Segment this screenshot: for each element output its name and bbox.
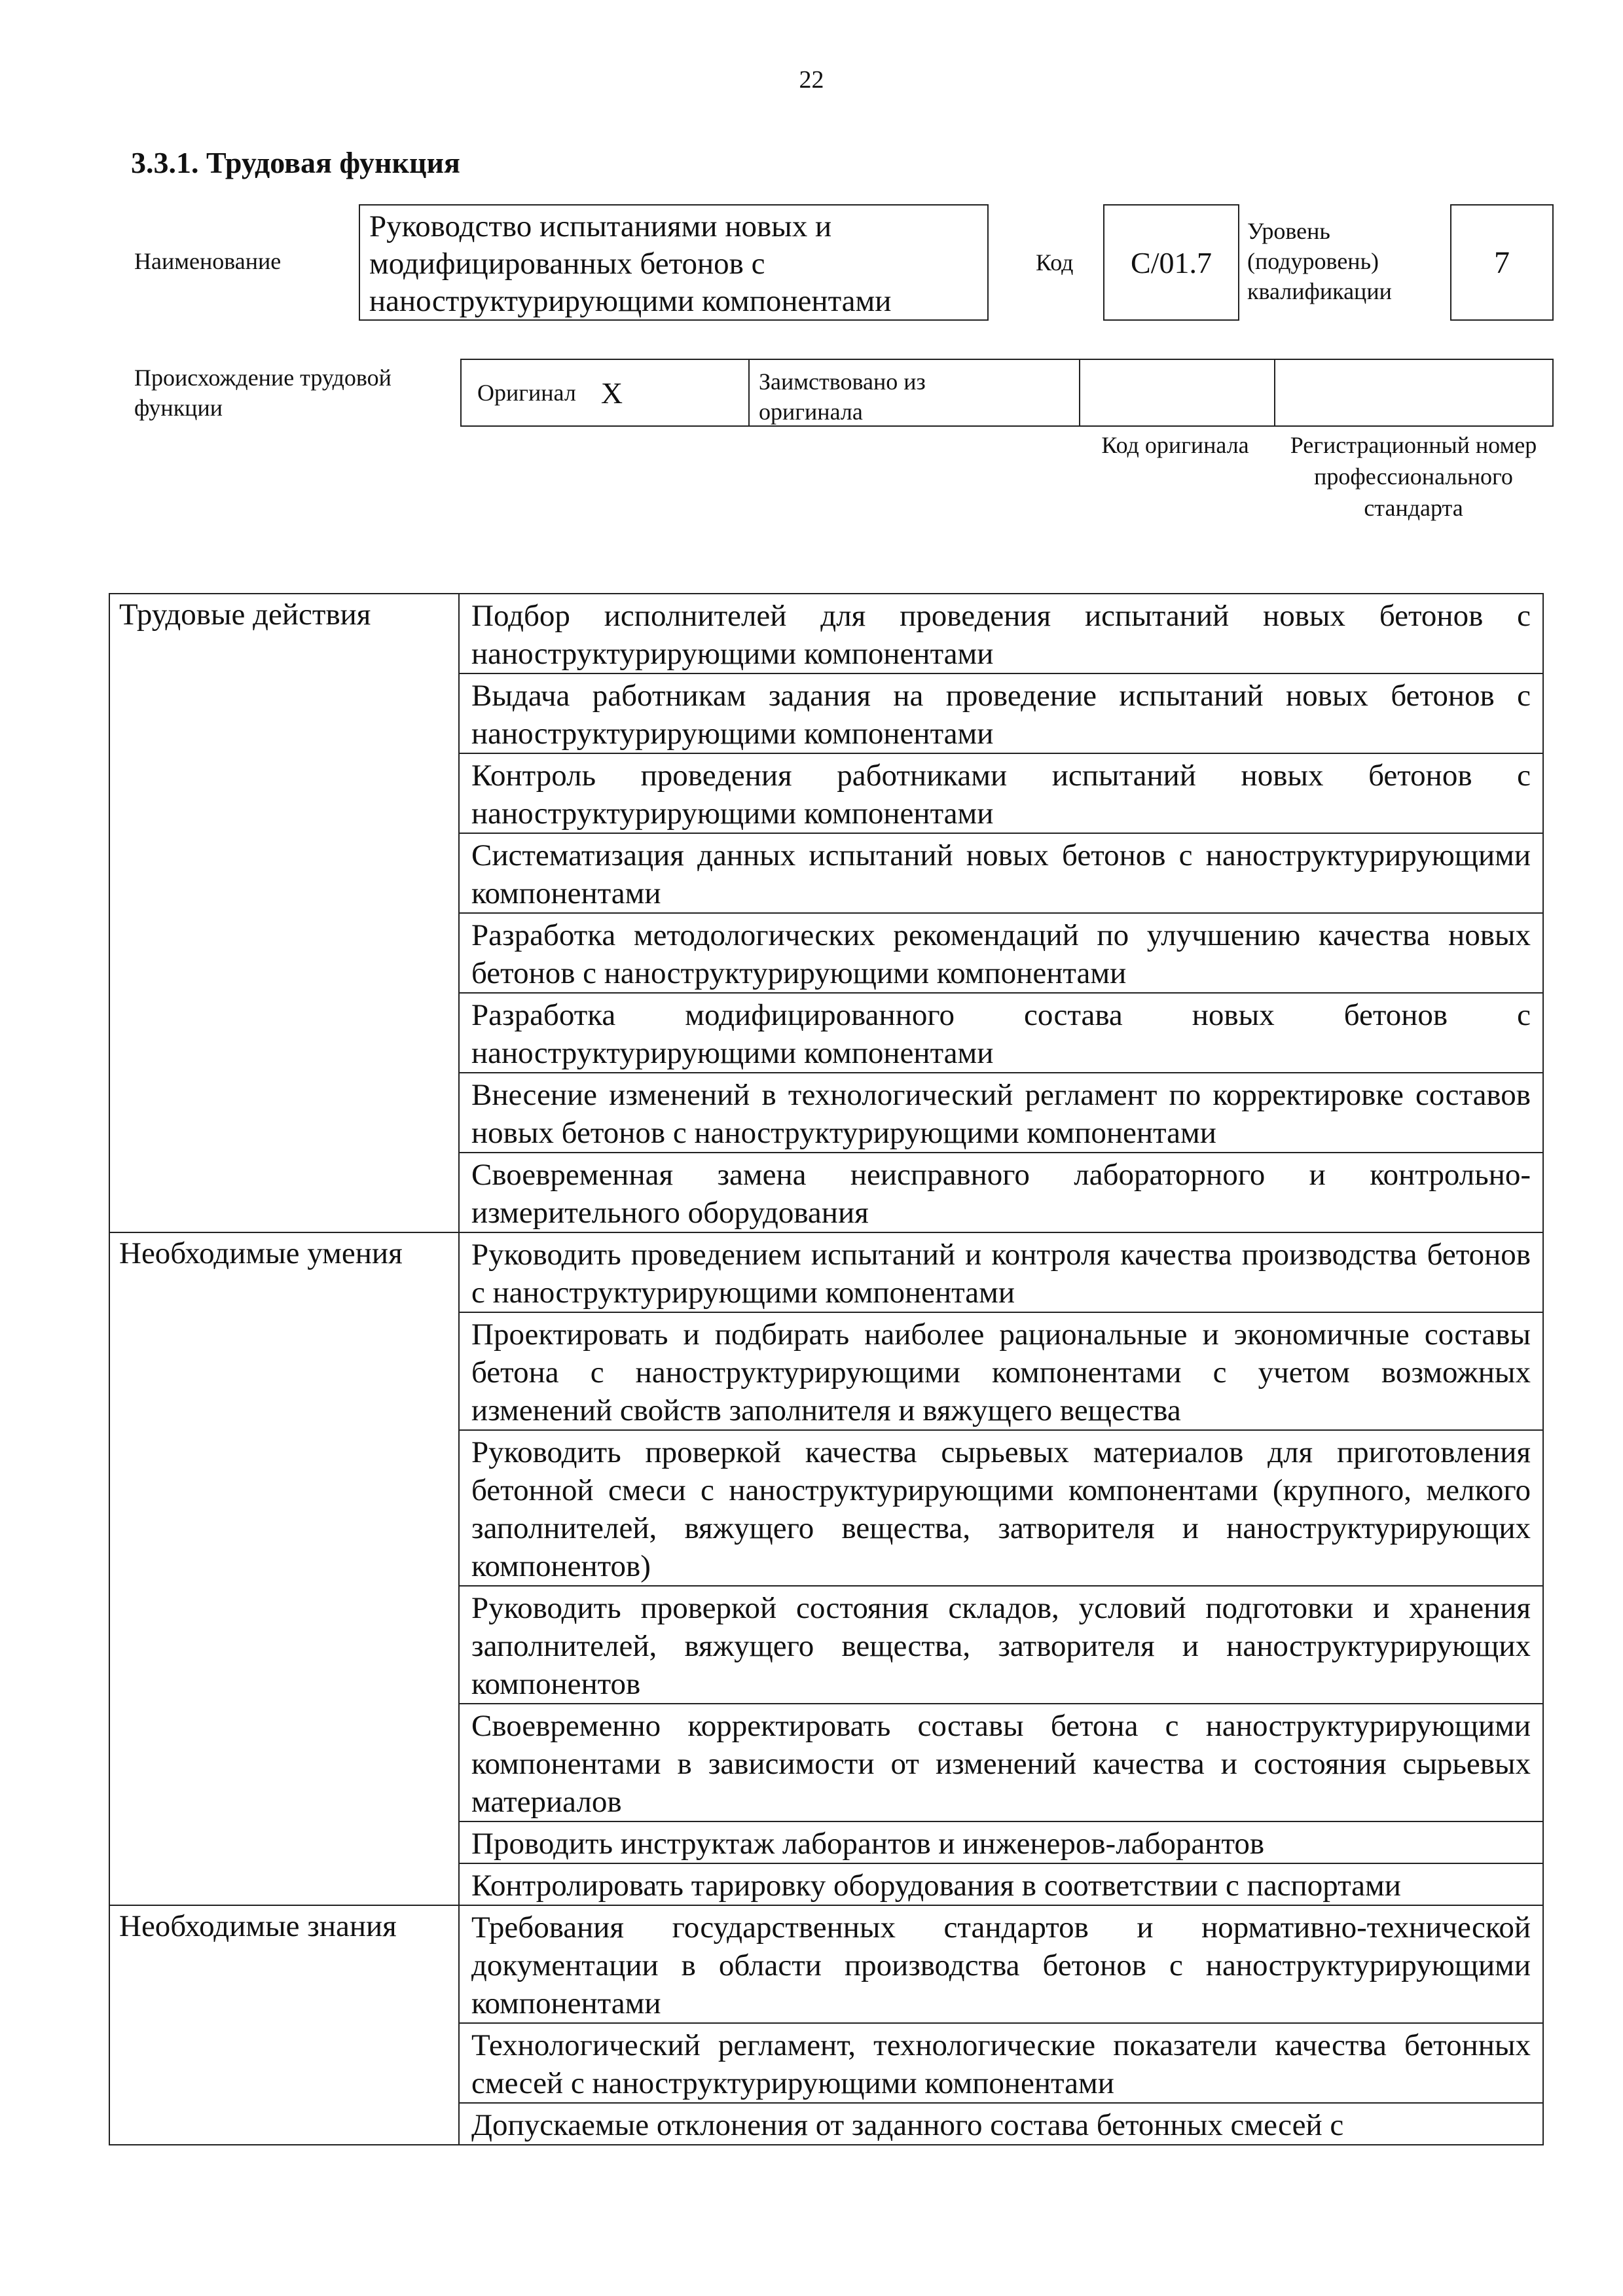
qualification-level-box: 7 [1450,204,1554,321]
table-item-cell: Разработка модифицированного состава новых бетонов с наноструктурирующими компонентами [459,993,1543,1073]
table-item-cell: Требования государственных стандартов и нормативно-технической документации в области производства бетонов с наноструктурирующими компонентами [459,1905,1543,2023]
origin-label: Происхождение трудовой функции [134,365,392,421]
section-title-cell: Необходимые знания [109,1905,459,2145]
table-row [109,1905,1543,2023]
function-name-box: Руководство испытаниями новых и модифицированных бетонов с наноструктурирующими компонентами [359,204,989,321]
table-item-cell: Проектировать и подбирать наиболее рациональные и экономичные составы бетона с наноструктурирующими компонентами с учетом возможных изменений свойств заполнителя и вяжущего вещества [459,1312,1543,1430]
table-item-cell: Проводить инструктаж лаборантов и инженеров-лаборантов [459,1821,1543,1863]
section-heading [131,145,460,180]
table-item-cell: Контролировать тарировку оборудования в соответствии с паспортами [459,1863,1543,1905]
name-label: Наименование [134,248,282,274]
table-item-cell: Своевременно корректировать составы бетона с наноструктурирующими компонентами в зависимости от изменений качества и состояния сырьевых материалов [459,1704,1543,1821]
labor-function-table [109,593,1544,2145]
table-item-cell: Своевременная замена неисправного лабораторного и контрольно-измерительного оборудования [459,1153,1543,1232]
code-label: Код [1036,249,1074,276]
section-title-cell: Трудовые действия [109,594,459,1232]
origin-table [460,359,1554,427]
origin-borrowed-cell [750,360,1080,425]
borrowed-label: Заимствовано из оригинала [759,368,926,425]
table-item-cell: Руководить проверкой качества сырьевых материалов для приготовления бетонной смеси с наноструктурирующими компонентами (крупного, мелкого заполнителей, вяжущего вещества, затворителя и наноструктурирующих компонентов) [459,1430,1543,1586]
section-title: Трудовая функция [206,146,460,179]
origin-original-cell [462,360,750,425]
original-label: Оригинал [477,380,576,406]
table-item-cell: Внесение изменений в технологический регламент по корректировке составов новых бетонов с наноструктурирующими компонентами [459,1073,1543,1153]
table-row [109,1232,1543,1312]
table-item-cell: Руководить проверкой состояния складов, условий подготовки и хранения заполнителей, вяжущего вещества, затворителя и наноструктурирующих компонентов [459,1586,1543,1704]
section-number: 3.3.1. [131,146,199,179]
page-number: 22 [799,66,824,94]
origin-reg-number-cell [1275,360,1552,425]
reg-number-caption: Регистрационный номер профессионального стандарта [1290,432,1537,521]
table-item-cell: Выдача работникам задания на проведение испытаний новых бетонов с наноструктурирующими компонентами [459,673,1543,753]
original-mark: Х [600,376,623,410]
table-item-cell: Руководить проведением испытаний и контроля качества производства бетонов с наноструктурирующими компонентами [459,1232,1543,1312]
table-item-cell: Допускаемые отклонения от заданного состава бетонных смесей с [459,2103,1543,2145]
table-item-cell: Разработка методологических рекомендаций по улучшению качества новых бетонов с наноструктурирующими компонентами [459,913,1543,993]
table-item-cell: Систематизация данных испытаний новых бетонов с наноструктурирующими компонентами [459,833,1543,913]
origin-code-cell [1080,360,1275,425]
table-item-cell: Контроль проведения работниками испытаний новых бетонов с наноструктурирующими компонентами [459,753,1543,833]
level-label: Уровень (подуровень) квалификации [1247,218,1392,304]
code-caption: Код оригинала [1101,432,1249,458]
table-item-cell: Технологический регламент, технологические показатели качества бетонных смесей с наноструктурирующими компонентами [459,2023,1543,2103]
function-code-box: С/01.7 [1103,204,1239,321]
table-row [109,594,1543,673]
table-item-cell: Подбор исполнителей для проведения испытаний новых бетонов с наноструктурирующими компонентами [459,594,1543,673]
section-title-cell: Необходимые умения [109,1232,459,1905]
